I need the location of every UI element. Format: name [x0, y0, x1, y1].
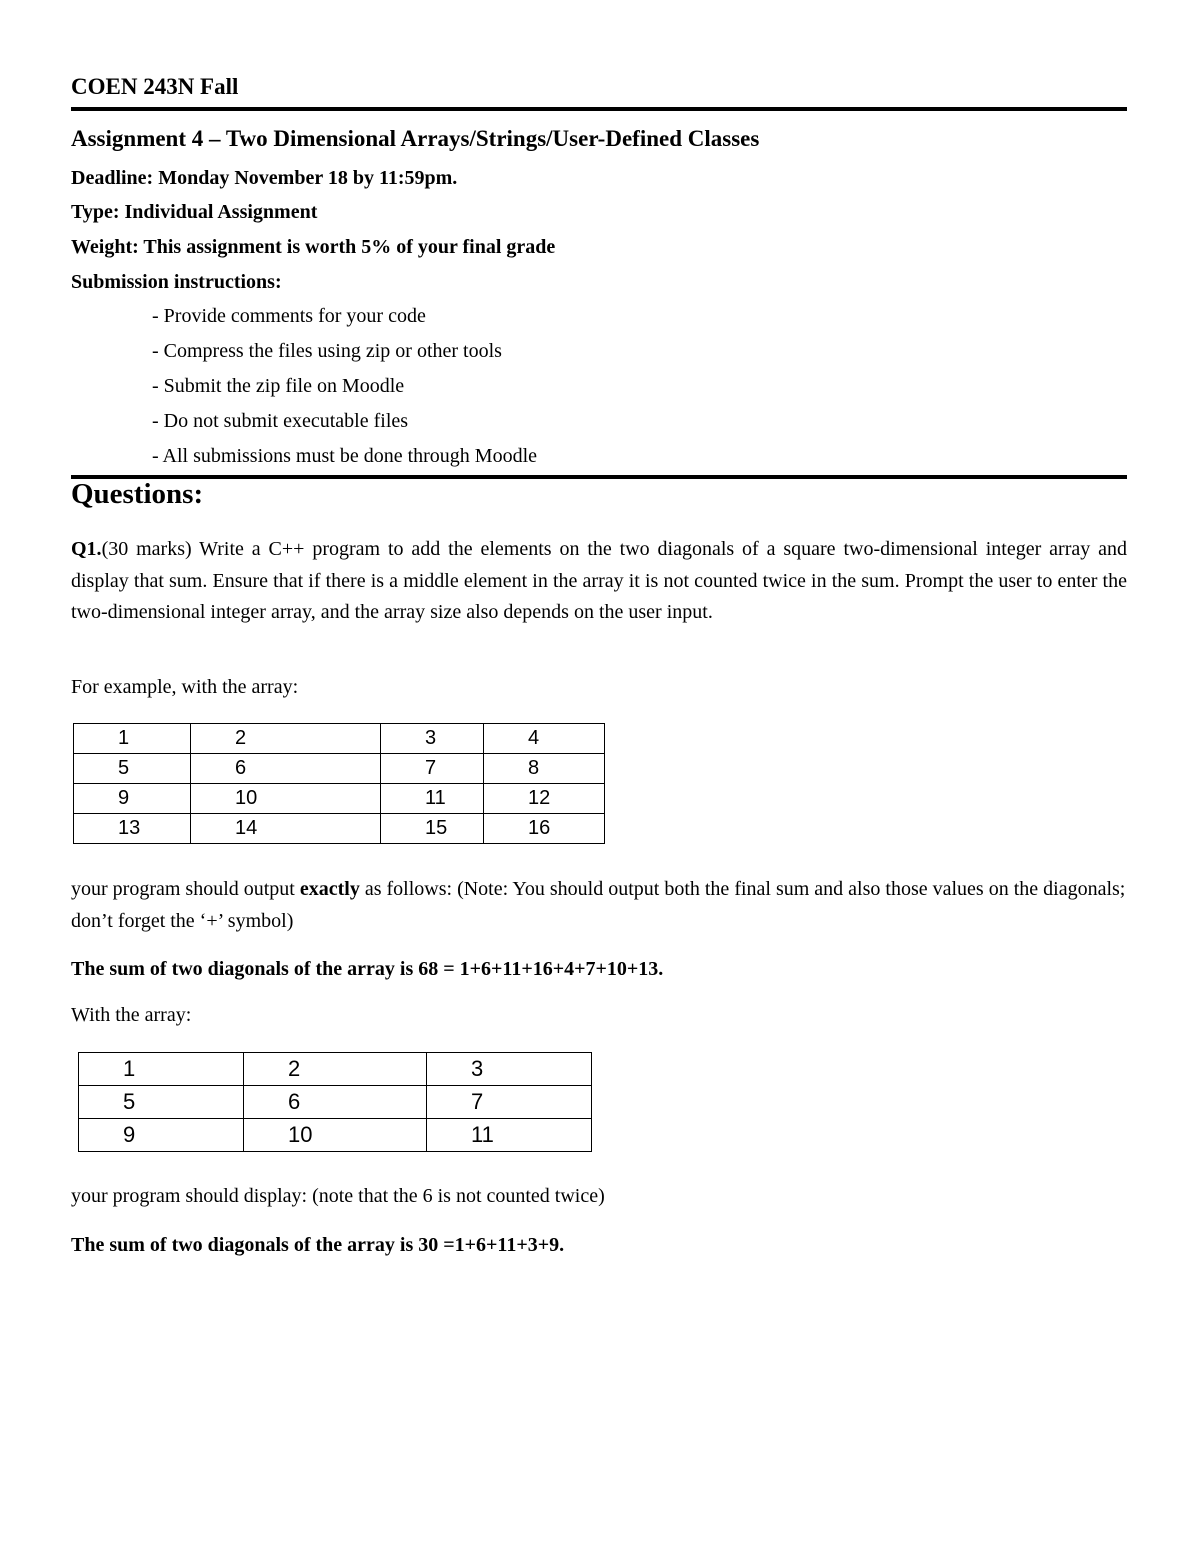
table-cell: 1	[74, 724, 191, 754]
table-cell: 10	[191, 784, 381, 814]
list-item: - All submissions must be done through Moodle	[152, 445, 537, 467]
table-cell: 12	[484, 784, 605, 814]
table-cell: 2	[191, 724, 381, 754]
table-cell: 4	[484, 724, 605, 754]
question-1-label: Q1.	[71, 538, 102, 560]
question-1-text	[71, 534, 1127, 629]
assignment-weight: Weight: This assignment is worth 5% of your final grade	[71, 236, 556, 258]
table-cell: 14	[191, 814, 381, 844]
output-intro-pre: your program should output	[71, 878, 300, 900]
table-cell: 5	[74, 754, 191, 784]
example-2-intro: With the array:	[71, 1004, 192, 1026]
table-cell: 5	[79, 1086, 244, 1119]
table-cell: 2	[244, 1053, 427, 1086]
table-cell: 11	[427, 1119, 592, 1152]
table-cell: 3	[427, 1053, 592, 1086]
table-cell: 10	[244, 1119, 427, 1152]
output-2-intro: your program should display: (note that the 6 is not counted twice)	[71, 1185, 605, 1207]
question-1-body: (30 marks) Write a C++ program to add the elements on the two diagonals of a square two-dimensional integer array and display that sum. Ensure that if there is a middle element in the array it is not counted twice in the sum. Prompt the user to enter the two-dimensional integer array, and the array size also depends on the user input.	[71, 538, 1127, 623]
expected-output-1: The sum of two diagonals of the array is 68 = 1+6+11+16+4+7+10+13.	[71, 958, 664, 980]
table-cell: 3	[381, 724, 484, 754]
table-cell: 11	[381, 784, 484, 814]
table-row	[74, 724, 605, 754]
deadline: Deadline: Monday November 18 by 11:59pm.	[71, 167, 458, 189]
table-cell: 6	[244, 1086, 427, 1119]
table-row	[74, 814, 605, 844]
table-cell: 13	[74, 814, 191, 844]
output-intro-post: as follows: (Note: You should output both the final sum and also those values on the diagonals; don’t forget the ‘+’ symbol)	[71, 878, 1126, 932]
table-row	[74, 784, 605, 814]
table-row	[74, 754, 605, 784]
assignment-subtitle: – Two Dimensional Arrays/Strings/User-Defined Classes	[203, 126, 760, 151]
output-instructions	[71, 874, 1127, 937]
section-divider	[71, 475, 1127, 479]
submission-heading: Submission instructions:	[71, 271, 282, 293]
table-cell: 16	[484, 814, 605, 844]
list-item: - Compress the files using zip or other tools	[152, 340, 502, 362]
table-row	[79, 1053, 592, 1086]
example-array-3x3	[78, 1052, 592, 1152]
table-cell: 15	[381, 814, 484, 844]
assignment-type: Type: Individual Assignment	[71, 201, 318, 223]
course-title: COEN 243N Fall	[71, 74, 239, 99]
list-item: - Provide comments for your code	[152, 305, 426, 327]
list-item: - Do not submit executable files	[152, 410, 409, 432]
table-cell: 7	[381, 754, 484, 784]
expected-output-2: The sum of two diagonals of the array is 30 =1+6+11+3+9.	[71, 1234, 565, 1256]
table-cell: 8	[484, 754, 605, 784]
table-cell: 6	[191, 754, 381, 784]
example-array-4x4	[73, 723, 605, 844]
table-row	[79, 1086, 592, 1119]
table-cell: 1	[79, 1053, 244, 1086]
list-item: - Submit the zip file on Moodle	[152, 375, 405, 397]
table-cell: 9	[79, 1119, 244, 1152]
output-intro-emphasis: exactly	[299, 878, 360, 900]
example-1-intro: For example, with the array:	[71, 676, 299, 698]
table-row	[79, 1119, 592, 1152]
assignment-label: Assignment 4	[71, 126, 204, 151]
submission-instructions	[152, 303, 537, 478]
assignment-title	[71, 126, 759, 152]
header-divider	[71, 107, 1127, 111]
questions-heading: Questions:	[71, 478, 204, 510]
table-cell: 7	[427, 1086, 592, 1119]
table-cell: 9	[74, 784, 191, 814]
